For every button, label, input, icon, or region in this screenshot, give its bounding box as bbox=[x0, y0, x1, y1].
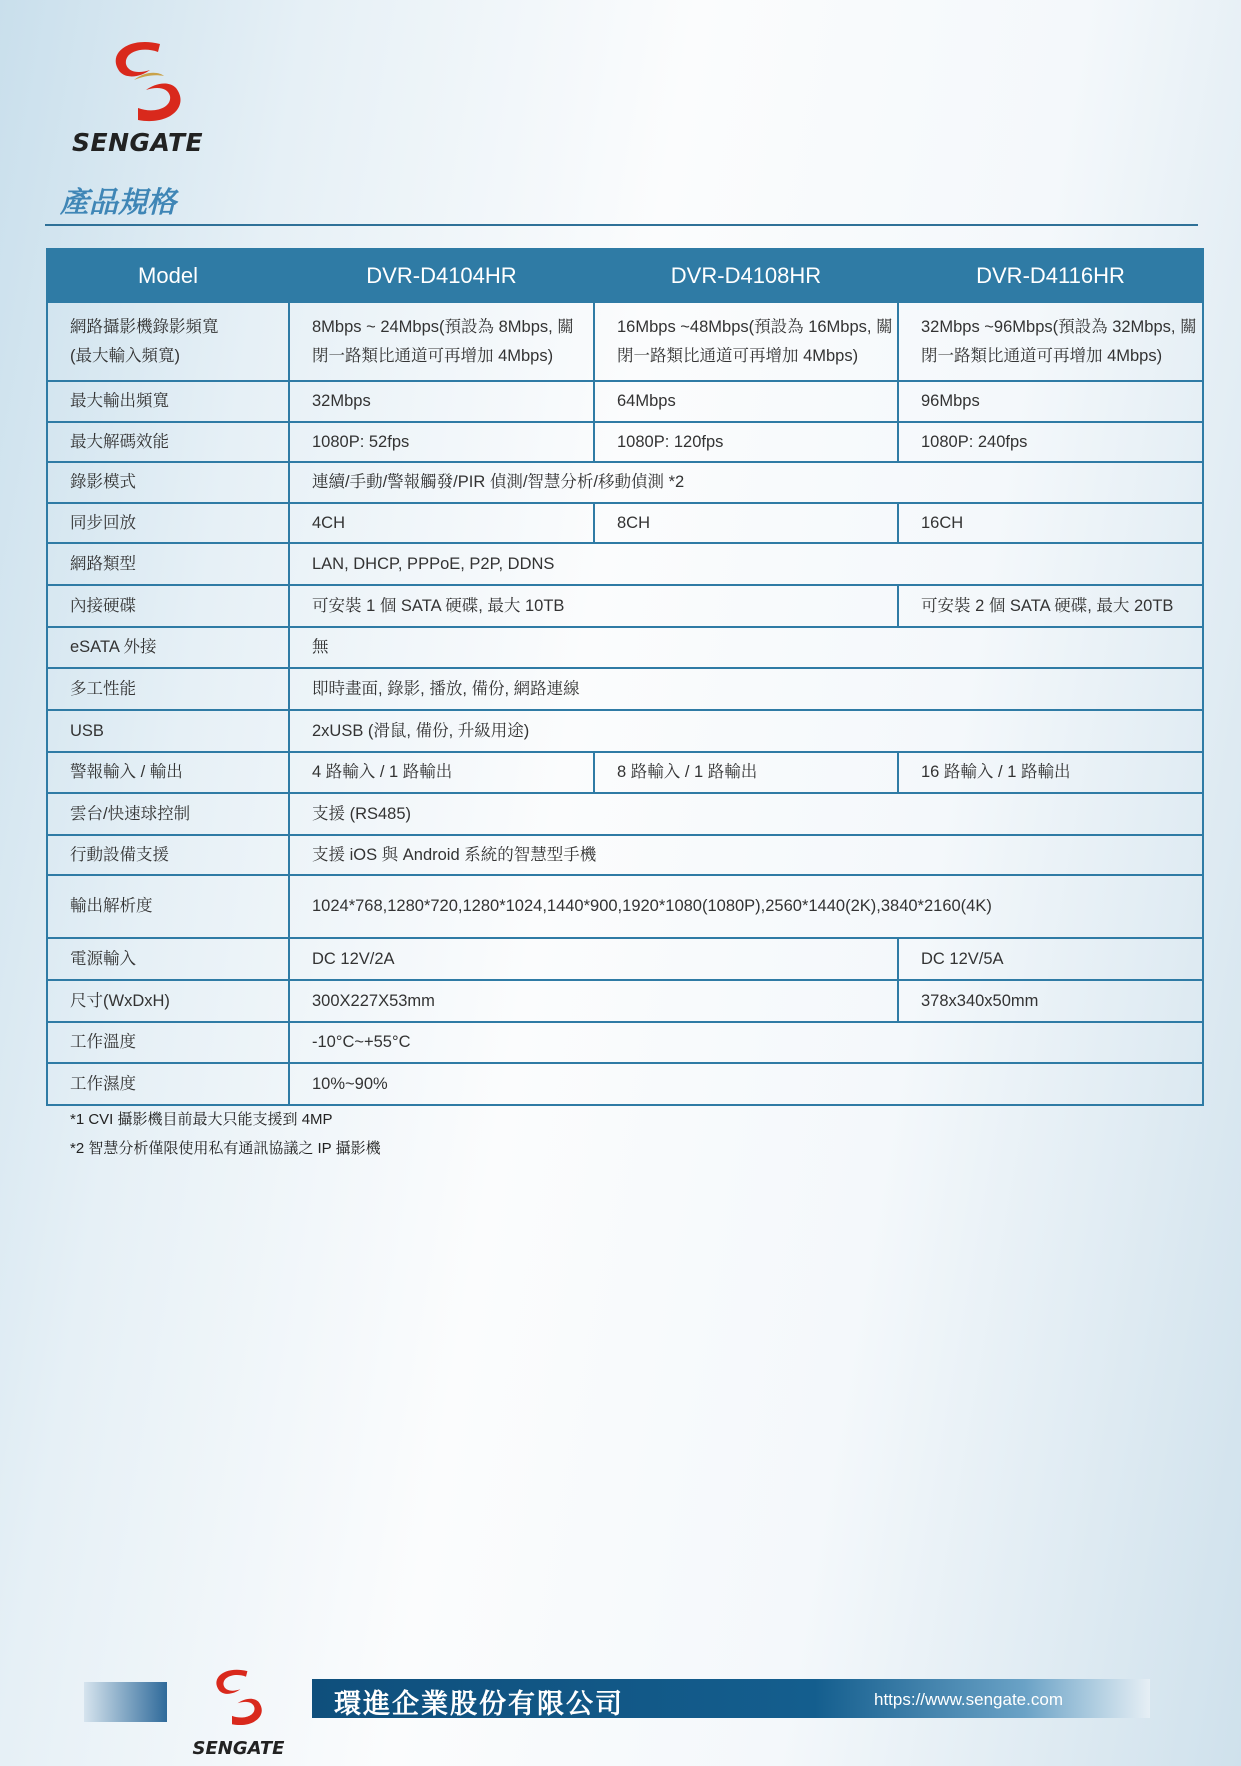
table-row bbox=[47, 710, 1203, 752]
spec-cell: 1080P: 120fps bbox=[594, 422, 898, 462]
spec-cell: LAN, DHCP, PPPoE, P2P, DDNS bbox=[289, 543, 1203, 585]
footnote-2: *2 智慧分析僅限使用私有通訊協議之 IP 攝影機 bbox=[70, 1140, 381, 1157]
brand-wordmark: SENGATE bbox=[72, 128, 204, 157]
spec-cell: 10%~90% bbox=[289, 1063, 1203, 1105]
spec-cell: 支援 iOS 與 Android 系統的智慧型手機 bbox=[289, 835, 1203, 875]
row-label: 網路類型 bbox=[47, 543, 289, 585]
spec-cell: 32Mbps bbox=[289, 381, 594, 422]
spec-cell: 378x340x50mm bbox=[898, 980, 1203, 1022]
company-name: 環進企業股份有限公司 bbox=[334, 1689, 624, 1719]
footer-logo bbox=[186, 1661, 291, 1759]
row-label: 工作溫度 bbox=[47, 1022, 289, 1063]
spec-cell: 8 路輸入 / 1 路輸出 bbox=[594, 752, 898, 793]
spec-cell: 4CH bbox=[289, 503, 594, 543]
spec-cell: -10°C~+55°C bbox=[289, 1022, 1203, 1063]
row-label: 雲台/快速球控制 bbox=[47, 793, 289, 835]
footer-bar bbox=[312, 1679, 1150, 1718]
spec-cell: 支援 (RS485) bbox=[289, 793, 1203, 835]
model-header-dvr-d4116hr: DVR-D4116HR bbox=[898, 249, 1203, 302]
spec-cell: DC 12V/2A bbox=[289, 938, 898, 980]
table-row bbox=[47, 381, 1203, 422]
spec-cell: 64Mbps bbox=[594, 381, 898, 422]
row-label: 電源輸入 bbox=[47, 938, 289, 980]
spec-cell: 可安裝 1 個 SATA 硬碟, 最大 10TB bbox=[289, 585, 898, 627]
sengate-logo bbox=[72, 36, 222, 157]
table-header-row bbox=[47, 249, 1203, 302]
footer-wordmark: SENGATE bbox=[192, 1738, 285, 1759]
table-row bbox=[47, 627, 1203, 668]
table-row bbox=[47, 422, 1203, 462]
row-label: 警報輸入 / 輸出 bbox=[47, 752, 289, 793]
table-row bbox=[47, 835, 1203, 875]
footnote-1: *1 CVI 攝影機目前最大只能支援到 4MP bbox=[70, 1111, 333, 1128]
spec-cell: 8Mbps ~ 24Mbps(預設為 8Mbps, 關閉一路類比通道可再增加 4Mbps) bbox=[289, 302, 594, 381]
table-row bbox=[47, 1063, 1203, 1105]
row-label: 行動設備支援 bbox=[47, 835, 289, 875]
spec-cell: 96Mbps bbox=[898, 381, 1203, 422]
model-label-header: Model bbox=[47, 249, 289, 302]
title-divider bbox=[45, 224, 1198, 226]
table-row bbox=[47, 302, 1203, 381]
spec-cell: 1080P: 52fps bbox=[289, 422, 594, 462]
row-label: 多工性能 bbox=[47, 668, 289, 710]
table-row bbox=[47, 1022, 1203, 1063]
model-header-dvr-d4108hr: DVR-D4108HR bbox=[594, 249, 898, 302]
table-row bbox=[47, 543, 1203, 585]
table-row bbox=[47, 752, 1203, 793]
spec-cell: 16Mbps ~48Mbps(預設為 16Mbps, 關閉一路類比通道可再增加 4Mbps) bbox=[594, 302, 898, 381]
spec-cell: 1080P: 240fps bbox=[898, 422, 1203, 462]
spec-cell: 300X227X53mm bbox=[289, 980, 898, 1022]
table-row bbox=[47, 980, 1203, 1022]
table-row bbox=[47, 503, 1203, 543]
row-label: 內接硬碟 bbox=[47, 585, 289, 627]
spec-cell: 2xUSB (滑鼠, 備份, 升級用途) bbox=[289, 710, 1203, 752]
spec-cell: 連續/手動/警報觸發/PIR 偵測/智慧分析/移動偵測 *2 bbox=[289, 462, 1203, 503]
footer-gradient-block bbox=[84, 1682, 167, 1722]
row-label: 最大輸出頻寬 bbox=[47, 381, 289, 422]
row-label: eSATA 外接 bbox=[47, 627, 289, 668]
sengate-swirl-icon bbox=[98, 36, 198, 126]
row-label: 網路攝影機錄影頻寬 (最大輸入頻寬) bbox=[47, 302, 289, 381]
table-row bbox=[47, 585, 1203, 627]
row-label: 最大解碼效能 bbox=[47, 422, 289, 462]
page-title: 產品規格 bbox=[60, 187, 177, 219]
row-label: 工作濕度 bbox=[47, 1063, 289, 1105]
spec-cell: 無 bbox=[289, 627, 1203, 668]
sengate-swirl-icon bbox=[204, 1661, 274, 1733]
spec-cell: 可安裝 2 個 SATA 硬碟, 最大 20TB bbox=[898, 585, 1203, 627]
table-row bbox=[47, 462, 1203, 503]
model-header-dvr-d4104hr: DVR-D4104HR bbox=[289, 249, 594, 302]
table-row bbox=[47, 875, 1203, 938]
spec-cell: 8CH bbox=[594, 503, 898, 543]
website-link[interactable]: https://www.sengate.com bbox=[874, 1690, 1063, 1709]
row-label: 輸出解析度 bbox=[47, 875, 289, 938]
spec-cell: 32Mbps ~96Mbps(預設為 32Mbps, 關閉一路類比通道可再增加 4Mbps) bbox=[898, 302, 1203, 381]
table-row bbox=[47, 793, 1203, 835]
spec-cell: 16CH bbox=[898, 503, 1203, 543]
spec-cell: 即時畫面, 錄影, 播放, 備份, 網路連線 bbox=[289, 668, 1203, 710]
row-label: USB bbox=[47, 710, 289, 752]
table-row bbox=[47, 668, 1203, 710]
spec-cell: DC 12V/5A bbox=[898, 938, 1203, 980]
table-row bbox=[47, 938, 1203, 980]
row-label: 同步回放 bbox=[47, 503, 289, 543]
spec-cell: 1024*768,1280*720,1280*1024,1440*900,1920*1080(1080P),2560*1440(2K),3840*2160(4K) bbox=[289, 875, 1203, 938]
spec-table bbox=[46, 248, 1204, 1106]
row-label: 尺寸(WxDxH) bbox=[47, 980, 289, 1022]
spec-cell: 16 路輸入 / 1 路輸出 bbox=[898, 752, 1203, 793]
spec-cell: 4 路輸入 / 1 路輸出 bbox=[289, 752, 594, 793]
row-label: 錄影模式 bbox=[47, 462, 289, 503]
